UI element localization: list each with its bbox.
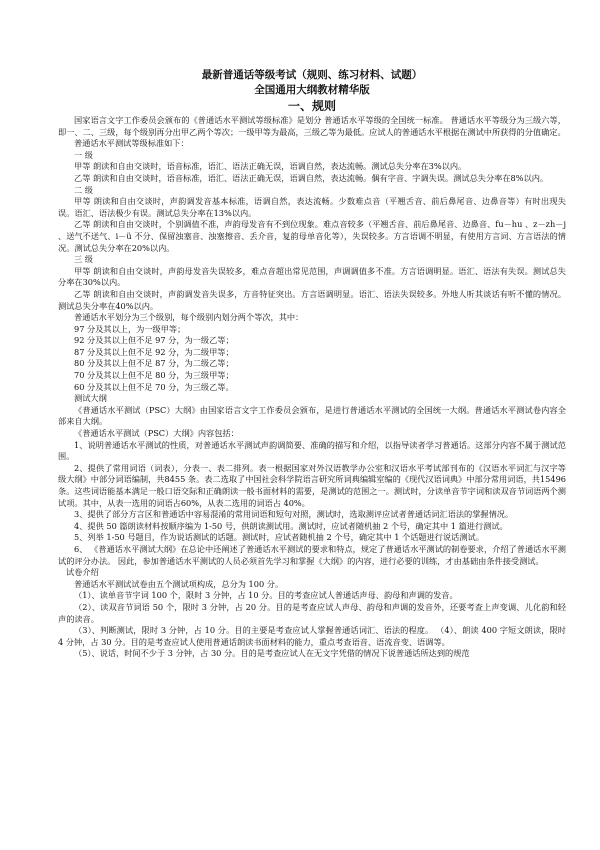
body-paragraph: 1、说明普通话水平测试的性质，对普通话水平测试声韵调简要、准确的描写和介绍，以指导读者学习普通话。这部分内容不属于测试范围。 — [58, 439, 566, 462]
body-paragraph: 乙等 朗读和自由交谈时，语音标准，语汇、语法正确无误，语调自然，表达流畅。偶有字音、字调失误。测试总失分率在8%以内。 — [74, 172, 549, 183]
document-subtitle: 全国通用大纲教材精华版 — [254, 84, 370, 96]
body-paragraph: （1）、读单音节字词 100 个，限时 3 分钟，占 10 分。目的考查应试人普通话声母、韵母和声调的发音。 — [74, 590, 458, 601]
body-paragraph: （5）、说话，时间不少于 3 分钟，占 30 分。目的是考查应试人在无文字凭借的情况下说普通话所达到的规范 — [74, 648, 470, 659]
body-paragraph: 普通话水平测试等级标准如下： — [74, 138, 189, 149]
body-paragraph: 测试大纲 — [74, 393, 107, 404]
body-paragraph: 乙等 朗读和自由交谈时，声韵调发音失误多，方音特征突出。方言语调明显。语汇、语法失误较多。外地人听其谈话有听不懂的情况。测试总失分率在40%以内。 — [58, 288, 566, 311]
body-paragraph: 2、提供了常用词语（词表），分表一、表二排列。表一根据国家对外汉语教学办公室和汉语水平考试部刊布的《汉语水平词汇与汉字等级大纲》中部分词语编制，共8455 条。表二选取了中国社会科学院语言研究所词典编辑室编的《现代汉语词典》中部分常用词语，共15496 条。这些词语能基本满足一般口语交际和正确朗读一般书面材料的需要，是测试的范围之一。测试时，分读单音节字词和读双音节词语两个测试项。其中，从表一选用的词语占60%，从表二选用的词语占 40%。 — [58, 462, 566, 508]
body-paragraph: 《普通话水平测试（PSC）大纲》由国家语言文字工作委员会颁布，是进行普通话水平测试的全国统一大纲。普通话水平测试卷内容全部来自大纲。 — [58, 404, 566, 427]
body-paragraph: 92 分及其以上但不足 97 分，为一级乙等； — [74, 335, 234, 346]
body-paragraph: 60 分及其以上但不足 70 分，为三级乙等。 — [74, 381, 234, 392]
document-page — [58, 68, 566, 660]
body-paragraph: 《普通话水平测试（PSC）大纲》内容包括： — [74, 428, 239, 439]
document-title: 最新普通话等级考试（规则、练习材料、试题） — [201, 69, 423, 81]
body-paragraph: 一 级 — [74, 149, 93, 160]
body-paragraph: （2）、读双音节词语 50 个，限时 3 分钟，占 20 分。目的是考查应试人声母、韵母和声调的发音外，还要考查上声变调、儿化韵和轻声的读音。 — [58, 601, 566, 624]
body-paragraph: 普通话水平划分为三个级别，每个级别内划分两个等次，其中： — [74, 312, 304, 323]
body-paragraph: 试卷介绍 — [66, 567, 99, 578]
body-paragraph: 5、列举 1-50 号题目，作为说话测试的话题。测试时，应试者随机抽 2 个号，确定其中 1 个话题进行说话测试。 — [74, 532, 484, 543]
body-paragraph: 甲等 朗读和自由交谈时，声韵调发音基本标准，语调自然，表达流畅。少数难点音（平翘舌音、前后鼻尾音、边鼻音等）有时出现失误。语汇、语法极少有误。测试总失分率在13%以内。 — [58, 196, 566, 218]
section-heading: 一、规则 — [287, 99, 336, 113]
body-paragraph: 乙等 朗读和自由交谈时，个别调值不准，声韵母发音有不到位现象。难点音较多（平翘舌音、前后鼻尾音、边鼻音、fu－hu 、z－zh－j 、送气不送气、i－ü 不分、保留浊塞音、浊塞擦音、丢介音，复韵母单音化等），失误较多。方言语调不明显，有使用方言词、方言语法的情况。测试总失分率在20%以内。 — [58, 219, 566, 253]
body-paragraph: 4、提供 50 篇朗读材料按顺序编为 1-50 号，供朗读测试用。测试时，应试者随机抽 2 个号，确定其中 1 篇进行测试。 — [74, 520, 508, 531]
body-paragraph: 甲等 朗读和自由交谈时，声韵母发音失误较多，难点音超出常见范围，声调调值多不准。方言语调明显。语汇、语法有失误。测试总失分率在30%以内。 — [58, 265, 566, 288]
body-paragraph: 87 分及其以上但不足 92 分，为二级甲等； — [74, 346, 234, 357]
body-paragraph: 国家语言文字工作委员会颁布的《普通话水平测试等级标准》是划分 普通话水平等级的全国统一标准。 普通话水平等级分为三级六等，即一、二、三级，每个级别再分出甲乙两个等次；一级甲等为最高，三级乙等为最低。应试人的普通话水平根据在测试中所获得的分值确定。 — [58, 115, 566, 137]
body-paragraph: 3、提供了部分方言区和普通话中容易混淆的常用词语和短句对照，测试时，选取测评应试者普通话词汇语法的掌握情况。 — [74, 509, 514, 520]
body-paragraph: 三 级 — [74, 254, 93, 265]
body-paragraph: 二 级 — [74, 184, 93, 195]
body-paragraph: 6、 《普通话水平测试大纲》在总论中还阐述了普通话水平测试的要求和特点，规定了普通话水平测试的制卷要求，介绍了普通话水平测试的评分办法。 因此，参加普通话水平测试的人员必须首先学习和掌握《大纲》的内容，进行必要的训练，才由基础由条件接受测试。 — [58, 543, 566, 566]
body-paragraph: （3）、判断测试，限时 3 分钟，占 10 分。目的主要是考查应试人掌握普通话词汇、语法的程度。 （4）、朗读 400 字短文朗读，限时 4 分钟，占 30 分。目的是考查应试人使用普通话朗读书面材料的能力，重点考查语音、语流音变、语调等。 — [58, 625, 566, 647]
document-body — [58, 115, 566, 660]
body-paragraph: 80 分及其以上但不足 87 分，为二级乙等； — [74, 358, 234, 369]
body-paragraph: 70 分及其以上但不足 80 分，为三级甲等； — [74, 370, 234, 381]
body-paragraph: 普通话水平测试试卷由五个测试项构成，总分为 100 分。 — [74, 578, 284, 589]
body-paragraph: 97 分及其以上，为一级甲等； — [74, 323, 186, 334]
body-paragraph: 甲等 朗读和自由交谈时，语音标准，语汇、语法正确无误，语调自然，表达流畅。测试总失分率在3%以内。 — [74, 161, 467, 172]
